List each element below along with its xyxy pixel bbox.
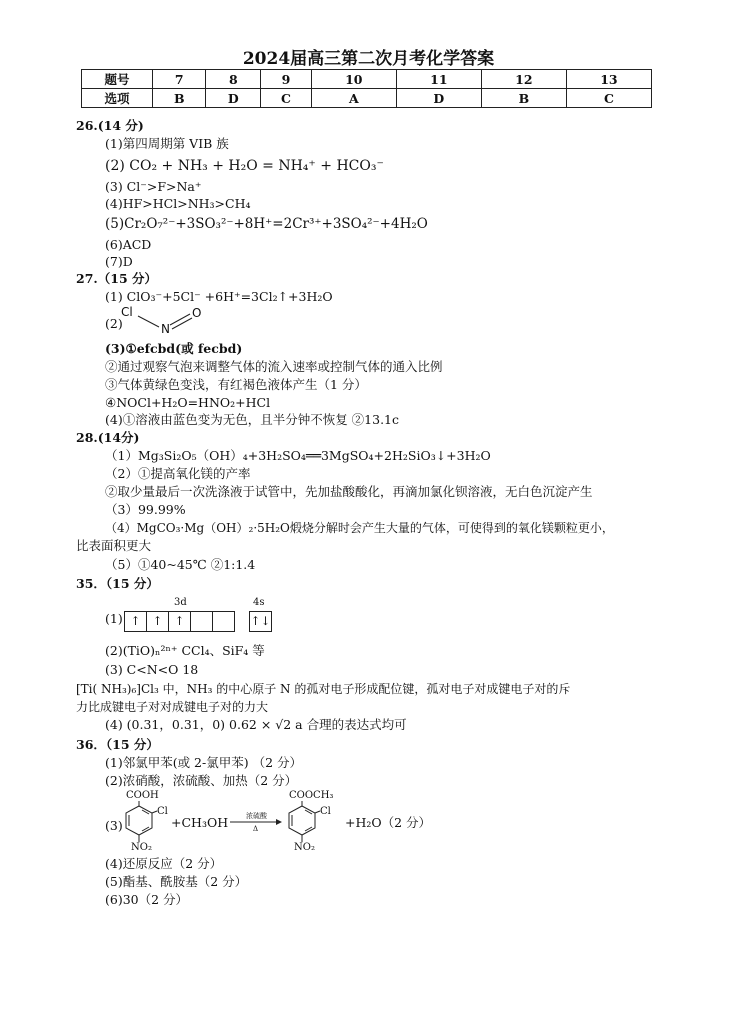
answer-table <box>81 69 652 108</box>
q35-answer-2: (2)(TiO)ₙ²ⁿ⁺ CCl₄、SiF₄ 等 <box>105 643 265 658</box>
plus-water: +H₂O（2 分） <box>345 815 432 830</box>
orbital-4s-label: 4s <box>253 597 265 608</box>
table-header-cell: 题号 <box>82 70 153 89</box>
table-row <box>82 70 652 89</box>
table-cell: B <box>481 89 566 108</box>
orbital-4s-box <box>250 611 272 632</box>
table-cell: 7 <box>153 70 206 89</box>
table-cell: B <box>153 89 206 108</box>
table-cell: C <box>261 89 312 108</box>
page-title: 2024届高三第二次月考化学答案 <box>242 49 495 69</box>
nocl-cl-atom: Cl <box>121 305 133 319</box>
orbital-box: ↑ <box>146 611 169 632</box>
product-no2: NO₂ <box>294 842 315 853</box>
q27-answer-4: (4)①溶液由蓝色变为无色，且半分钟不恢复 ②13.1c <box>105 412 400 427</box>
table-cell: D <box>206 89 261 108</box>
q26-answer-3: (3) Cl⁻>F>Na⁺ <box>105 179 202 194</box>
q26-answer-4: (4)HF>HCl>NH₃>CH₄ <box>105 196 251 211</box>
orbital-3d-label: 3d <box>174 597 187 608</box>
table-cell: D <box>396 89 481 108</box>
q35-answer-3: (3) C<N<O 18 <box>105 662 199 677</box>
q28-header: 28.(14分) <box>76 430 140 445</box>
q27-answer-3-3: ③气体黄绿色变浅，有红褐色液体产生（1 分） <box>105 377 367 392</box>
reaction-condition-bottom: Δ <box>253 825 259 833</box>
q26-header: 26.(14 分) <box>76 118 144 133</box>
q35-answer-4: (4) (0.31，0.31，0) 0.62 × √2 a 合理的表达式均可 <box>105 717 407 732</box>
q28-answer-2-1: （2）①提高氧化镁的产率 <box>105 466 251 481</box>
q36-answer-1: (1)邻氯甲苯(或 2-氯甲苯) （2 分） <box>105 755 303 770</box>
reaction-condition-top: 浓硫酸 <box>246 812 267 820</box>
q36-answer-5: (5)酯基、酰胺基（2 分） <box>105 874 248 889</box>
q35-answer-1-label: (1) <box>105 611 123 626</box>
q27-answer-3-1: (3)①efcbd(或 fecbd) <box>105 341 243 356</box>
q36-answer-3-label: (3) <box>105 818 123 833</box>
table-cell: A <box>311 89 396 108</box>
product-cl: Cl <box>320 806 331 817</box>
table-cell: 13 <box>566 70 651 89</box>
orbital-box: ↑↓ <box>249 611 272 632</box>
table-cell: 9 <box>261 70 312 89</box>
table-cell: 12 <box>481 70 566 89</box>
q28-answer-4-1: （4）MgCO₃·Mg（OH）₂·5H₂O煅烧分解时会产生大量的气体，可使得到的氧化镁颗粒更小， <box>105 521 614 535</box>
q28-answer-3: （3）99.99% <box>105 502 186 517</box>
q26-answer-1: (1)第四周期第 VIB 族 <box>105 136 229 151</box>
table-header-cell: 选项 <box>82 89 153 108</box>
orbital-box: ↑ <box>168 611 191 632</box>
q28-answer-4-2: 比表面积更大 <box>76 538 152 553</box>
table-cell: 8 <box>206 70 261 89</box>
q27-answer-3-2: ②通过观察气泡来调整气体的流入速率或控制气体的通入比例 <box>105 359 443 374</box>
q26-answer-7: (7)D <box>105 254 133 269</box>
orbital-3d-boxes <box>125 611 235 632</box>
q36-answer-2: (2)浓硝酸，浓硫酸、加热（2 分） <box>105 773 298 788</box>
table-cell: 10 <box>311 70 396 89</box>
table-cell: C <box>566 89 651 108</box>
q35-answer-3-explanation-2: 力比成键电子对对成键电子对的力大 <box>76 700 269 714</box>
nocl-n-atom: N <box>161 322 170 336</box>
q27-answer-3-4: ④NOCl+H₂O=HNO₂+HCl <box>105 395 271 410</box>
q28-answer-5: （5）①40~45℃ ②1:1.4 <box>105 557 256 572</box>
q28-answer-1: （1）Mg₃Si₂O₅（OH）₄+3H₂SO₄══3MgSO₄+2H₂SiO₃↓+3H₂O <box>105 448 491 463</box>
q26-answer-2: (2) CO₂ + NH₃ + H₂O = NH₄⁺ + HCO₃⁻ <box>105 158 384 174</box>
q26-answer-5: (5)Cr₂O₇²⁻+3SO₃²⁻+8H⁺=2Cr³⁺+3SO₄²⁻+4H₂O <box>105 216 428 232</box>
orbital-box <box>190 611 213 632</box>
plus-methanol: +CH₃OH <box>171 815 229 830</box>
q36-answer-6: (6)30（2 分） <box>105 892 189 907</box>
table-row <box>82 89 652 108</box>
product-cooch3: COOCH₃ <box>289 790 334 801</box>
q28-answer-2-2: ②取少量最后一次洗涤液于试管中，先加盐酸酸化，再滴加氯化钡溶液，无白色沉淀产生 <box>105 484 593 499</box>
reactant-cooh: COOH <box>126 790 159 801</box>
nocl-o-atom: O <box>192 306 202 320</box>
q26-answer-6: (6)ACD <box>105 237 152 252</box>
table-cell: 11 <box>396 70 481 89</box>
q27-header: 27.（15 分） <box>76 271 157 286</box>
orbital-box <box>212 611 235 632</box>
q27-answer-1: (1) ClO₃⁻+5Cl⁻ +6H⁺=3Cl₂↑+3H₂O <box>105 289 333 304</box>
reactant-cl: Cl <box>157 806 168 817</box>
q35-answer-3-explanation-1: [Ti( NH₃)₆]Cl₃ 中，NH₃ 的中心原子 N 的孤对电子形成配位键，孤对电子对成键电子对的斥 <box>76 682 571 696</box>
q36-answer-4: (4)还原反应（2 分） <box>105 856 223 871</box>
orbital-box: ↑ <box>124 611 147 632</box>
reactant-no2: NO₂ <box>131 842 152 853</box>
product-ring <box>0 0 1 1</box>
q36-header: 36．（15 分） <box>76 737 159 752</box>
q27-answer-2-label: (2) <box>105 316 123 331</box>
q35-header: 35．（15 分） <box>76 576 159 591</box>
